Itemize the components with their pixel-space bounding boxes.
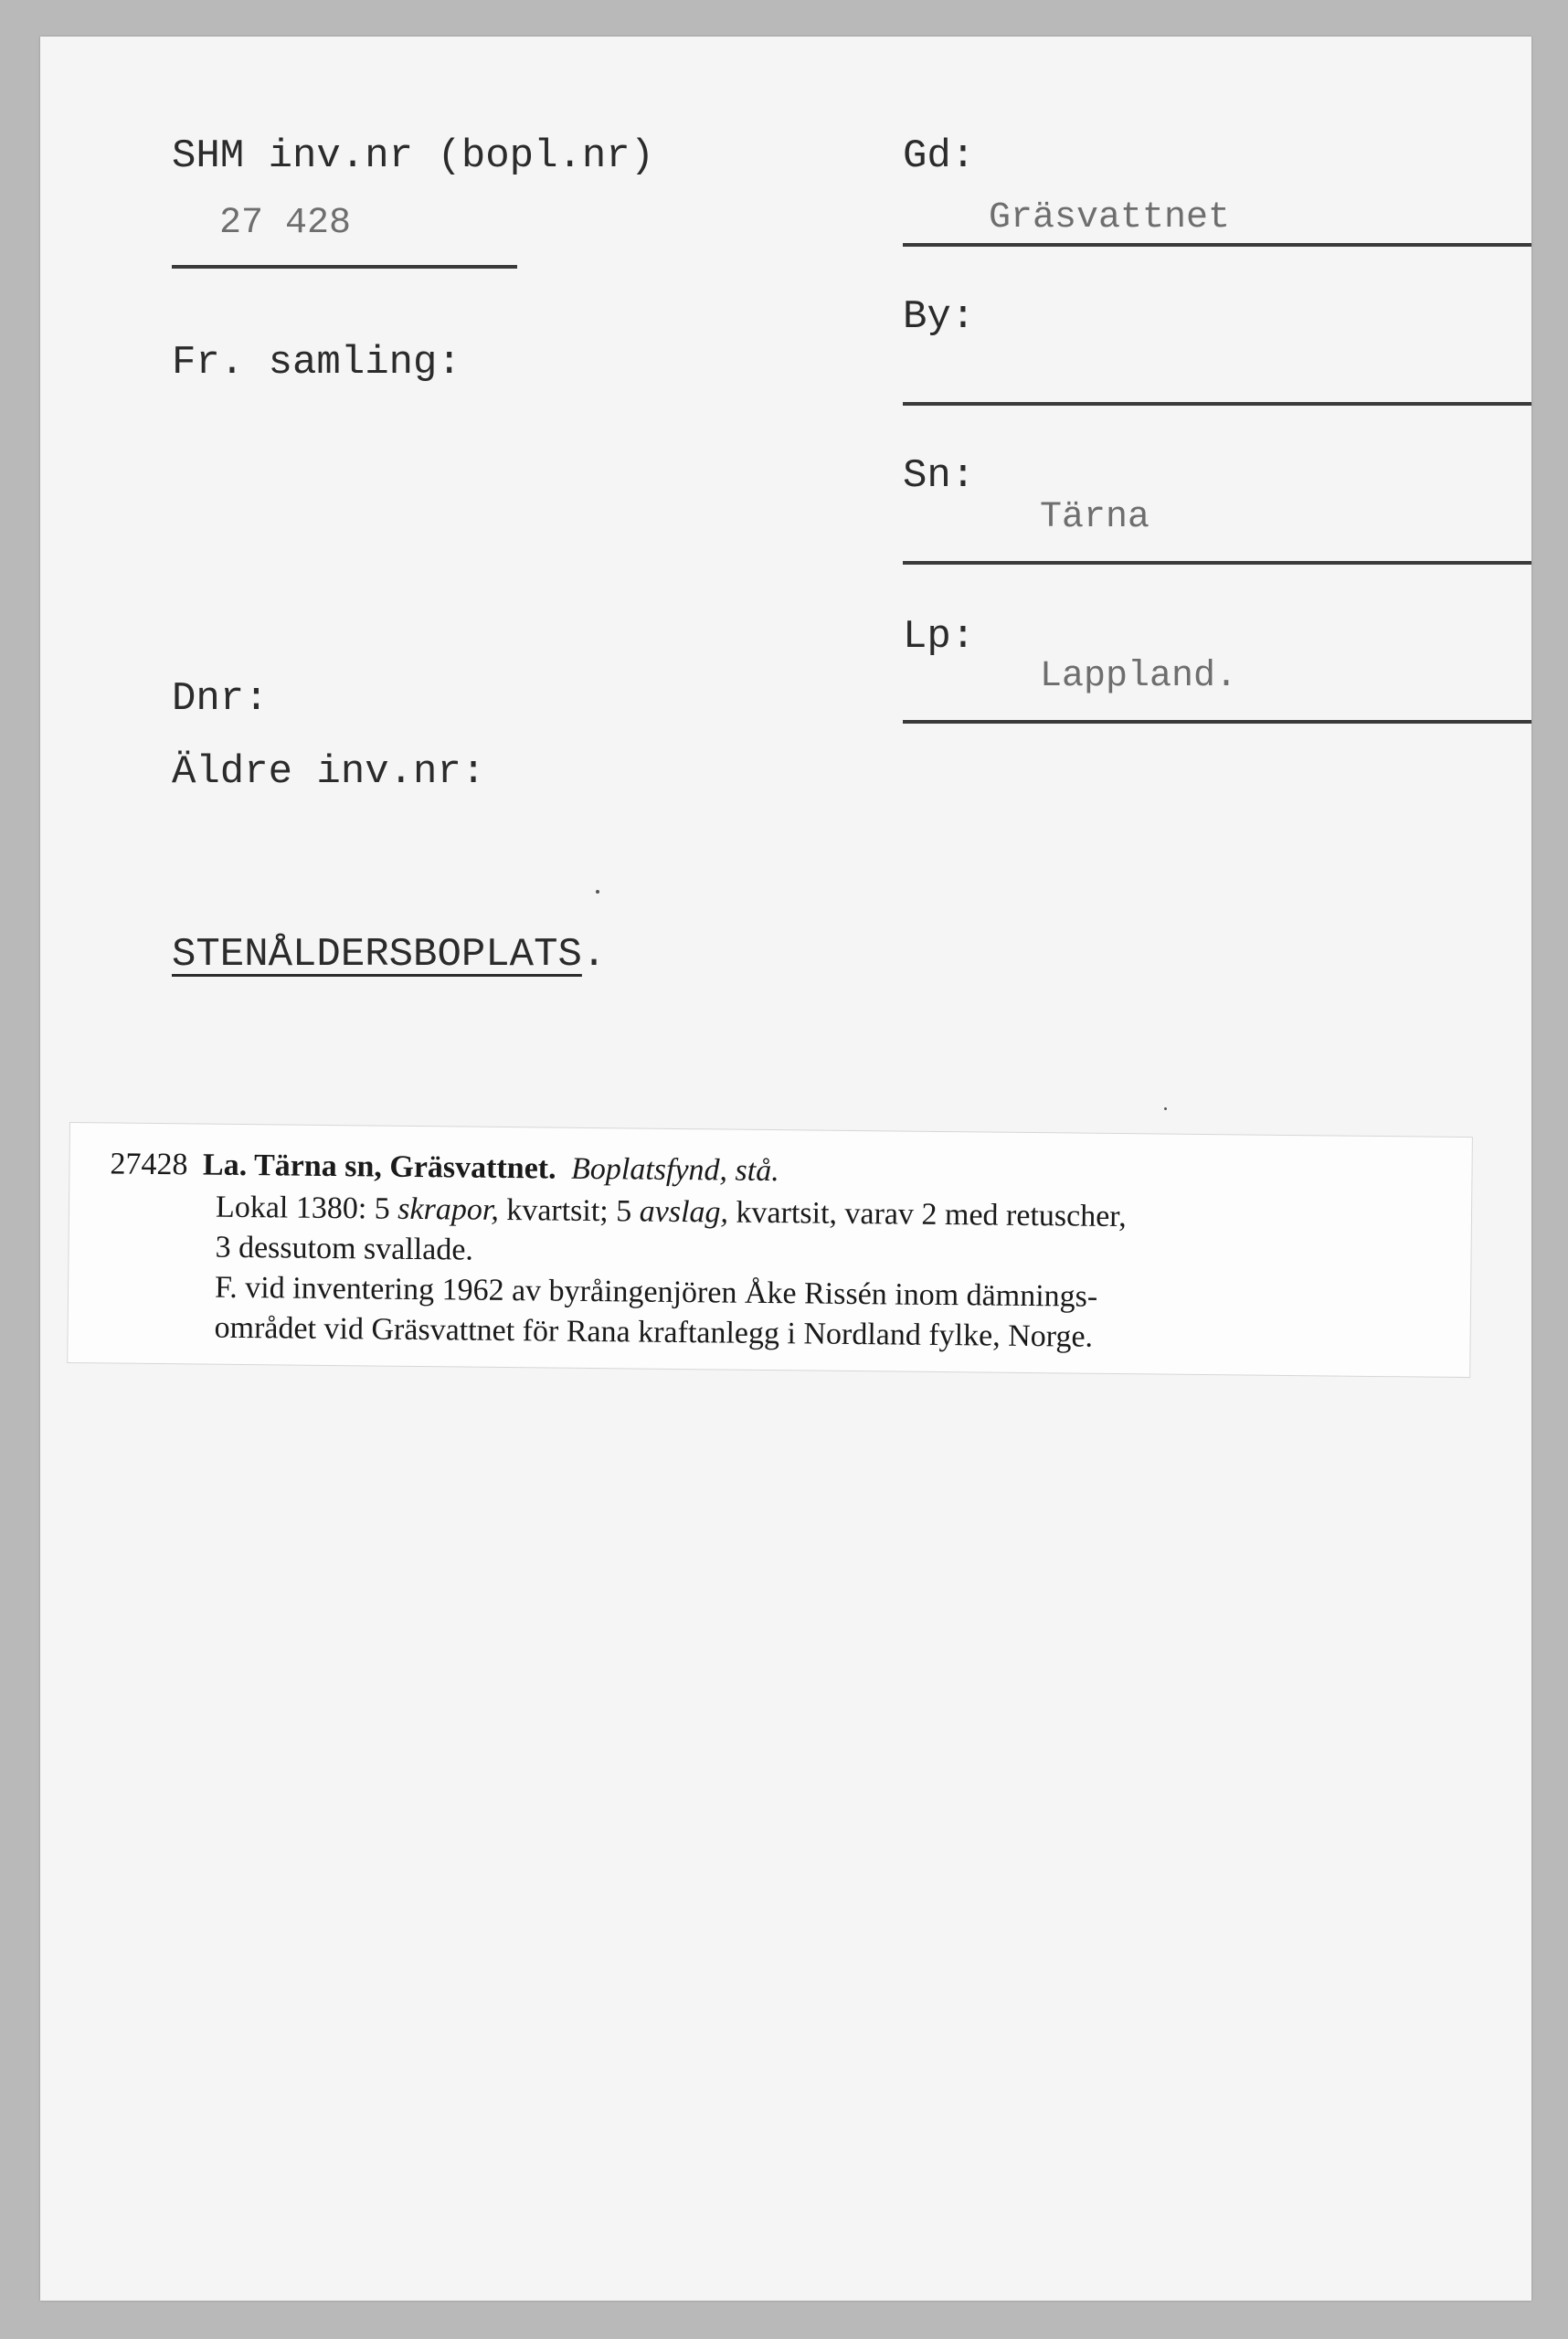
aldre-inv-label: Äldre inv.nr: [172,749,486,795]
by-label: By: [903,294,976,340]
clipping-heading-bold: La. Tärna sn, Gräsvattnet. [202,1148,556,1186]
shm-inv-rule [172,265,517,269]
sn-label: Sn: [903,453,976,499]
category-period: . [581,932,607,978]
by-rule [903,402,1531,406]
printed-clipping [67,1122,1473,1378]
fr-samling-label: Fr. samling: [172,340,461,386]
clipping-line-2 [216,1191,1127,1234]
lp-rule [903,720,1531,724]
clipping-number: 27428 [110,1147,188,1182]
lp-value: Lappland. [1040,656,1238,697]
clipping-heading [110,1147,779,1189]
clipping-text: Lokal 1380: 5 [215,1190,398,1226]
category-heading [172,932,606,978]
clipping-heading-italic: Boplatsfynd, stå. [570,1151,779,1189]
gd-label: Gd: [903,133,976,179]
dnr-label: Dnr: [172,676,269,722]
sn-rule [903,561,1531,565]
lp-label: Lp: [903,614,976,660]
sn-value: Tärna [1040,497,1150,538]
clipping-text-italic: skrapor, [397,1191,500,1227]
clipping-line-4: F. vid inventering 1962 av byråingenjören Åke Rissén inom dämnings- [214,1270,1098,1314]
paper-speck [596,890,599,894]
clipping-text: kvartsit, varav 2 med retuscher, [727,1195,1127,1234]
clipping-line-5: området vid Gräsvattnet för Rana kraftanlegg i Nordland fylke, Norge. [214,1310,1094,1354]
shm-inv-value: 27 428 [219,203,352,244]
paper-speck [1164,1107,1167,1110]
gd-value: Gräsvattnet [989,197,1231,238]
clipping-text: kvartsit; 5 [498,1192,640,1229]
clipping-line-3: 3 dessutom svallade. [215,1230,474,1267]
shm-inv-label: SHM inv.nr (bopl.nr) [172,133,655,179]
clipping-text-italic: avslag, [639,1194,729,1230]
category-text: STENÅLDERSBOPLATS [172,932,582,978]
gd-rule [903,243,1531,247]
